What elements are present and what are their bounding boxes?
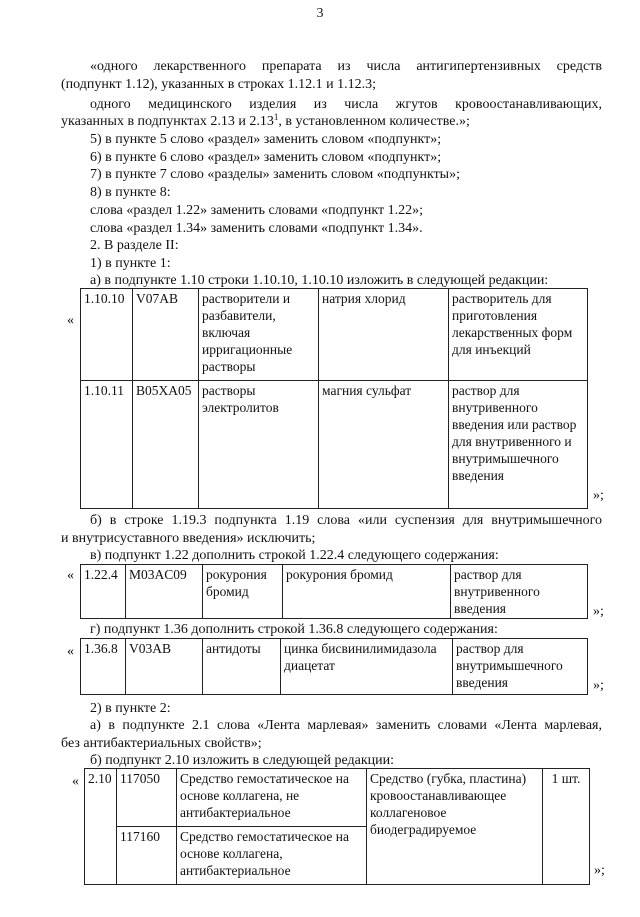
table-cell: 1.36.8 <box>81 639 126 695</box>
paragraph-line: 8) в пункте 8: <box>90 185 171 200</box>
quote-open: « <box>67 568 74 583</box>
table-row <box>85 769 590 827</box>
addition-table-1-36 <box>80 638 588 695</box>
paragraph-line: слова «раздел 1.22» заменить словами «подпункт 1.22»; <box>90 203 423 218</box>
quote-open: « <box>67 313 74 328</box>
table-row <box>81 289 588 381</box>
quote-close: »; <box>593 488 604 503</box>
table-cell: раствор для внутривенного введения или раствор для внутривенного и внутримышечного введения <box>449 381 588 509</box>
paragraph-line: без антибактериальных свойств»; <box>61 736 262 751</box>
paragraph-line: (подпункт 1.12), указанных в строках 1.12.1 и 1.12.3; <box>61 77 376 92</box>
quote-open: « <box>67 644 74 659</box>
table-cell: антидоты <box>203 639 281 695</box>
quote-open: « <box>72 774 79 789</box>
quote-close: »; <box>594 863 605 878</box>
table-row <box>81 381 588 509</box>
table-cell: рокурония бромид <box>203 565 283 619</box>
paragraph-line: а) в подпункте 2.1 слова «Лента марлевая» заменить словами «Лента марлевая, <box>90 718 602 733</box>
addition-table-1-22 <box>80 564 588 619</box>
paragraph-line: 6) в пункте 6 слово «раздел» заменить словом «подпункт»; <box>90 150 442 165</box>
paragraph-line: б) подпункт 2.10 изложить в следующей редакции: <box>90 753 394 768</box>
paragraph-line: 1) в пункте 1: <box>90 256 171 271</box>
table-cell: 1.10.11 <box>81 381 133 509</box>
paragraph-line: «одного лекарственного препарата из числа антигипертензивных средств <box>90 59 602 74</box>
table-cell: 1.10.10 <box>81 289 133 381</box>
page-number: 3 <box>316 6 324 21</box>
table-row <box>81 639 588 695</box>
paragraph-line: 5) в пункте 5 слово «раздел» заменить словом «подпункт»; <box>90 132 442 147</box>
table-cell: V03AB <box>126 639 203 695</box>
table-cell: V07AB <box>133 289 199 381</box>
table-cell: растворители и разбавители, включая ирригационные растворы <box>199 289 319 381</box>
paragraph-line: одного медицинского изделия из числа жгутов кровоостанавливающих, <box>90 97 602 112</box>
paragraph-line: г) подпункт 1.36 дополнить строкой 1.36.8 следующего содержания: <box>90 622 498 637</box>
paragraph-line: а) в подпункте 1.10 строки 1.10.10, 1.10.10 изложить в следующей редакции: <box>90 273 549 288</box>
paragraph-line: указанных в подпунктах 2.13 и 2.13$^1$, в установленном количестве.»; <box>61 112 470 129</box>
table-cell: Средство гемостатическое на основе коллагена, не антибактериальное <box>177 769 367 827</box>
paragraph-line: 2) в пункте 2: <box>90 701 171 716</box>
table-cell: Средство гемостатическое на основе коллагена, антибактериальное <box>177 827 367 885</box>
table-cell: 2.10 <box>85 769 117 885</box>
table-cell: M03AC09 <box>126 565 203 619</box>
table-cell: 1 шт. <box>543 769 590 885</box>
table-cell: натрия хлорид <box>319 289 449 381</box>
table-cell: рокурония бромид <box>283 565 451 619</box>
table-row <box>81 565 588 619</box>
table-cell: 117050 <box>117 769 177 827</box>
table-cell: растворитель для приготовления лекарственных форм для инъекций <box>449 289 588 381</box>
paragraph-line: б) в строке 1.19.3 подпункта 1.19 слова «или суспензия для внутримышечного <box>90 513 602 528</box>
replacement-table-2-10 <box>84 768 590 885</box>
table-cell: 117160 <box>117 827 177 885</box>
quote-close: »; <box>593 604 604 619</box>
table-cell: раствор для внутривенного введения <box>451 565 588 619</box>
paragraph-line: в) подпункт 1.22 дополнить строкой 1.22.4 следующего содержания: <box>90 548 499 563</box>
paragraph-line: слова «раздел 1.34» заменить словами «подпункт 1.34». <box>90 221 423 236</box>
quote-close: »; <box>593 678 604 693</box>
table-cell: Средство (губка, пластина) кровоостанавливающее коллагеновое биодеградируемое <box>367 769 543 885</box>
section-heading: 2. В разделе II: <box>90 238 179 253</box>
table-cell: раствор для внутримышечного введения <box>453 639 588 695</box>
footnote-superscript: 1 <box>273 112 279 122</box>
table-cell: цинка бисвинилимидазола диацетат <box>281 639 453 695</box>
replacement-table-1-10 <box>80 288 588 509</box>
table-cell: 1.22.4 <box>81 565 126 619</box>
table-cell: растворы электролитов <box>199 381 319 509</box>
table-cell: B05XA05 <box>133 381 199 509</box>
table-cell: магния сульфат <box>319 381 449 509</box>
paragraph-line: и внутрисуставного введения» исключить; <box>61 531 316 546</box>
paragraph-line: 7) в пункте 7 слово «разделы» заменить словом «подпункты»; <box>90 167 460 182</box>
